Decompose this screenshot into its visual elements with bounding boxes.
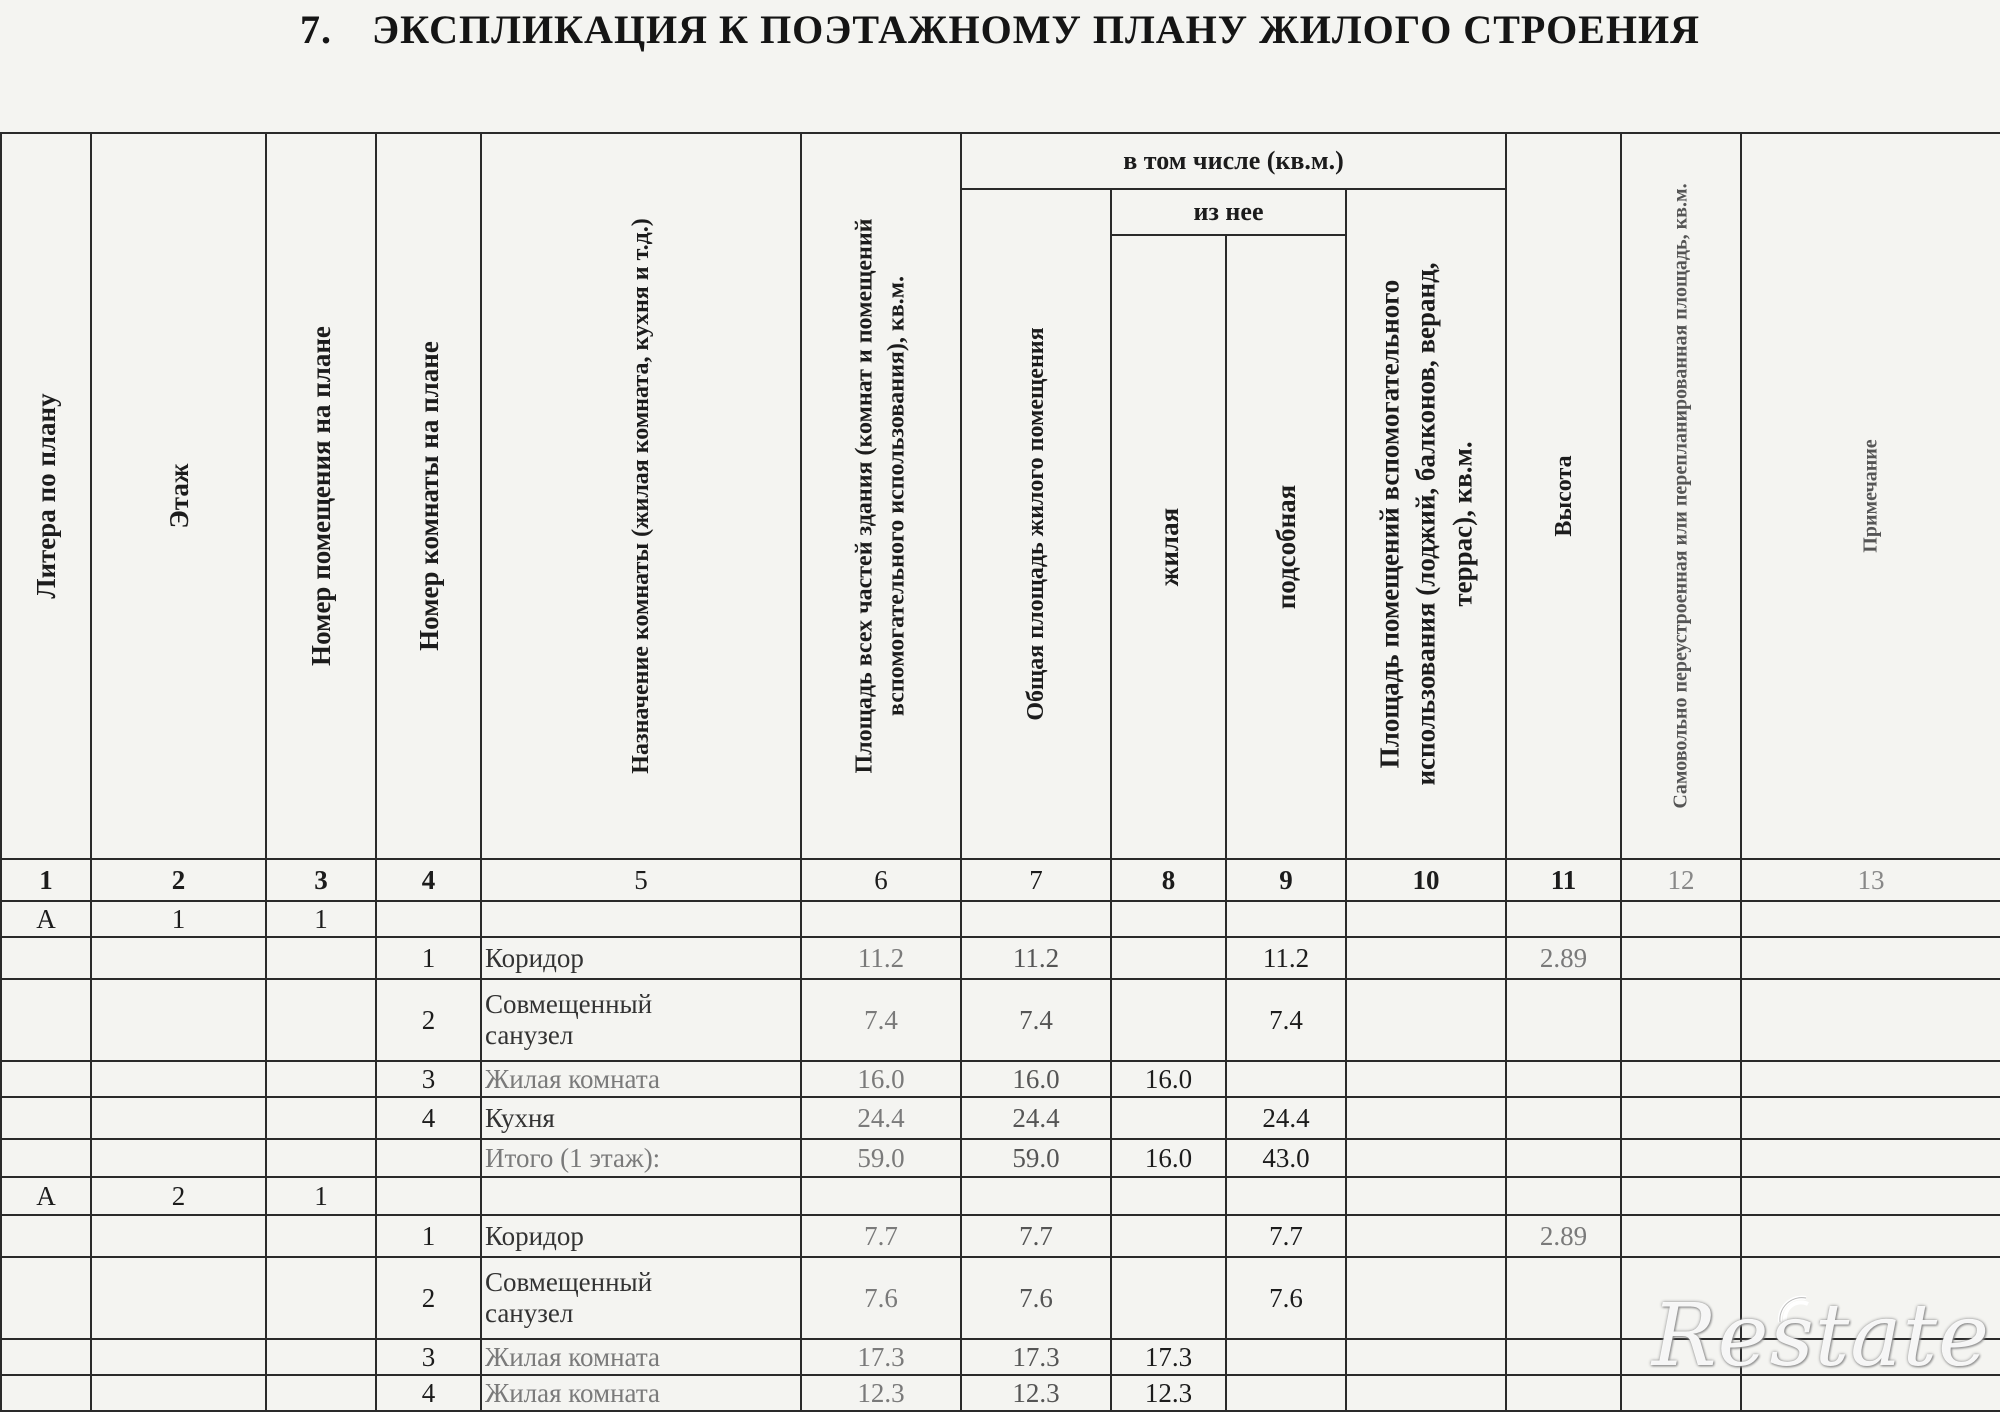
column-number: 9 [1226, 859, 1346, 901]
cell-aux [1226, 1375, 1346, 1411]
header-of-which: из нее [1111, 189, 1346, 235]
cell-common: 11.2 [961, 937, 1111, 979]
cell-premise [266, 1215, 376, 1257]
column-number: 6 [801, 859, 961, 901]
cell-balcony [1346, 1339, 1506, 1375]
cell-litera: А [1, 1177, 91, 1215]
column-number: 3 [266, 859, 376, 901]
cell-common: 7.6 [961, 1257, 1111, 1339]
cell-litera [1, 1097, 91, 1139]
cell-unauthorized [1621, 979, 1741, 1061]
header-premise-number: Номер помещения на плане [266, 133, 376, 859]
cell-room: 1 [376, 937, 481, 979]
cell-name: Коридор [481, 937, 801, 979]
cell-floor [91, 1097, 266, 1139]
cell-aux [1226, 901, 1346, 937]
column-number: 2 [91, 859, 266, 901]
cell-room [376, 1139, 481, 1177]
table-row [1, 901, 2000, 937]
cell-height [1506, 901, 1621, 937]
header-living: жилая [1111, 235, 1226, 859]
cell-living [1111, 937, 1226, 979]
column-number: 8 [1111, 859, 1226, 901]
cell-unauthorized [1621, 1177, 1741, 1215]
cell-room: 2 [376, 979, 481, 1061]
cell-room [376, 901, 481, 937]
cell-height: 2.89 [1506, 937, 1621, 979]
cell-litera [1, 1061, 91, 1097]
cell-balcony [1346, 1061, 1506, 1097]
column-number: 12 [1621, 859, 1741, 901]
cell-premise [266, 937, 376, 979]
cell-total-area: 16.0 [801, 1061, 961, 1097]
cell-premise [266, 979, 376, 1061]
cell-room: 2 [376, 1257, 481, 1339]
cell-floor [91, 937, 266, 979]
cell-aux: 11.2 [1226, 937, 1346, 979]
cell-litera [1, 979, 91, 1061]
cell-floor [91, 1139, 266, 1177]
cell-name [481, 901, 801, 937]
cell-floor: 1 [91, 901, 266, 937]
header-litera: Литера по плану [1, 133, 91, 859]
cell-aux: 7.6 [1226, 1257, 1346, 1339]
cell-premise [266, 1257, 376, 1339]
column-number: 10 [1346, 859, 1506, 901]
cell-aux: 7.7 [1226, 1215, 1346, 1257]
cell-unauthorized [1621, 1061, 1741, 1097]
cell-floor [91, 1375, 266, 1411]
cell-premise [266, 1375, 376, 1411]
cell-floor [91, 1215, 266, 1257]
cell-living [1111, 979, 1226, 1061]
cell-floor [91, 979, 266, 1061]
header-room-number: Номер комнаты на плане [376, 133, 481, 859]
column-numbers-row [1, 859, 2000, 901]
cell-living [1111, 901, 1226, 937]
cell-living: 16.0 [1111, 1061, 1226, 1097]
cell-aux [1226, 1177, 1346, 1215]
cell-height [1506, 979, 1621, 1061]
header-unauthorized-area: Самовольно переустроенная или перепланированная площадь, кв.м. [1621, 133, 1741, 859]
header-common-area: Общая площадь жилого помещения [961, 189, 1111, 859]
cell-note [1741, 901, 2000, 937]
cell-note [1741, 1215, 2000, 1257]
header-note: Примечание [1741, 133, 2000, 859]
cell-aux: 43.0 [1226, 1139, 1346, 1177]
cell-height [1506, 1139, 1621, 1177]
cell-common [961, 1177, 1111, 1215]
title-text: ЭКСПЛИКАЦИЯ К ПОЭТАЖНОМУ ПЛАНУ ЖИЛОГО СТРОЕНИЯ [372, 7, 1700, 52]
cell-premise [266, 1097, 376, 1139]
cell-balcony [1346, 1139, 1506, 1177]
cell-unauthorized [1621, 1097, 1741, 1139]
cell-name: Совмещенный санузел [481, 1257, 801, 1339]
cell-litera [1, 1257, 91, 1339]
cell-total-area: 12.3 [801, 1375, 961, 1411]
cell-living [1111, 1257, 1226, 1339]
table-row [1, 979, 2000, 1061]
cell-unauthorized [1621, 901, 1741, 937]
cell-balcony [1346, 901, 1506, 937]
cell-note [1741, 937, 2000, 979]
table-row [1, 937, 2000, 979]
cell-balcony [1346, 1097, 1506, 1139]
cell-common: 7.4 [961, 979, 1111, 1061]
cell-litera [1, 1139, 91, 1177]
cell-note [1741, 1061, 2000, 1097]
cell-common: 17.3 [961, 1339, 1111, 1375]
cell-living: 16.0 [1111, 1139, 1226, 1177]
explication-table [0, 132, 2000, 1412]
cell-premise: 1 [266, 1177, 376, 1215]
cell-common: 12.3 [961, 1375, 1111, 1411]
cell-balcony [1346, 1257, 1506, 1339]
header-total-area: Площадь всех частей здания (комнат и помещений вспомогательного использования), кв.м. [801, 133, 961, 859]
cell-balcony [1346, 1215, 1506, 1257]
cell-total-area: 24.4 [801, 1097, 961, 1139]
cell-common: 7.7 [961, 1215, 1111, 1257]
cell-name: Итого (1 этаж): [481, 1139, 801, 1177]
header-auxiliary-area: Площадь помещений вспомогательного использования (лоджий, балконов, веранд, террас), кв.м. [1346, 189, 1506, 859]
cell-aux [1226, 1061, 1346, 1097]
cell-name: Жилая комната [481, 1061, 801, 1097]
cell-premise [266, 1339, 376, 1375]
cell-floor [91, 1339, 266, 1375]
column-number: 1 [1, 859, 91, 901]
cell-room: 4 [376, 1097, 481, 1139]
cell-living [1111, 1097, 1226, 1139]
cell-floor [91, 1061, 266, 1097]
cell-litera [1, 1375, 91, 1411]
cell-litera [1, 937, 91, 979]
section-number: 7. [300, 7, 332, 52]
cell-unauthorized [1621, 1215, 1741, 1257]
table-row-subtotal [1, 1139, 2000, 1177]
cell-litera [1, 1215, 91, 1257]
table-row [1, 1061, 2000, 1097]
table-row [1, 1215, 2000, 1257]
cell-living [1111, 1215, 1226, 1257]
cell-balcony [1346, 1375, 1506, 1411]
cell-total-area: 7.4 [801, 979, 961, 1061]
cell-note [1741, 1177, 2000, 1215]
column-number: 4 [376, 859, 481, 901]
cell-premise [266, 1139, 376, 1177]
cell-name [481, 1177, 801, 1215]
cell-aux [1226, 1339, 1346, 1375]
column-number: 11 [1506, 859, 1621, 901]
column-number: 13 [1741, 859, 2000, 901]
cell-room: 4 [376, 1375, 481, 1411]
header-floor: Этаж [91, 133, 266, 859]
cell-litera: А [1, 901, 91, 937]
cell-height [1506, 1061, 1621, 1097]
cell-height: 2.89 [1506, 1215, 1621, 1257]
cell-total-area: 7.7 [801, 1215, 961, 1257]
cell-living [1111, 1177, 1226, 1215]
cell-aux: 24.4 [1226, 1097, 1346, 1139]
watermark-logo: Restate [1651, 1286, 1990, 1386]
cell-name: Кухня [481, 1097, 801, 1139]
cell-litera [1, 1339, 91, 1375]
cell-height [1506, 1177, 1621, 1215]
cell-room: 1 [376, 1215, 481, 1257]
cell-premise: 1 [266, 901, 376, 937]
cell-height [1506, 1257, 1621, 1339]
cell-name: Коридор [481, 1215, 801, 1257]
cell-total-area [801, 1177, 961, 1215]
column-number: 7 [961, 859, 1111, 901]
cell-total-area: 7.6 [801, 1257, 961, 1339]
document-title [0, 6, 2000, 53]
cell-note [1741, 1097, 2000, 1139]
cell-room: 3 [376, 1339, 481, 1375]
header-room-purpose: Назначение комнаты (жилая комната, кухня и т.д.) [481, 133, 801, 859]
cell-balcony [1346, 937, 1506, 979]
column-number: 5 [481, 859, 801, 901]
cell-name: Жилая комната [481, 1375, 801, 1411]
cell-total-area [801, 901, 961, 937]
header-including-group: в том числе (кв.м.) [961, 133, 1506, 189]
cell-common [961, 901, 1111, 937]
cell-common: 24.4 [961, 1097, 1111, 1139]
cell-total-area: 11.2 [801, 937, 961, 979]
cell-living: 12.3 [1111, 1375, 1226, 1411]
cell-total-area: 59.0 [801, 1139, 961, 1177]
cell-common: 59.0 [961, 1139, 1111, 1177]
cell-premise [266, 1061, 376, 1097]
cell-height [1506, 1375, 1621, 1411]
cell-unauthorized [1621, 1139, 1741, 1177]
cell-balcony [1346, 1177, 1506, 1215]
cell-unauthorized [1621, 937, 1741, 979]
cell-room [376, 1177, 481, 1215]
cell-note [1741, 1139, 2000, 1177]
cell-height [1506, 1339, 1621, 1375]
header-utility: подсобная [1226, 235, 1346, 859]
cell-floor: 2 [91, 1177, 266, 1215]
cell-name: Жилая комната [481, 1339, 801, 1375]
cell-living: 17.3 [1111, 1339, 1226, 1375]
cell-room: 3 [376, 1061, 481, 1097]
cell-balcony [1346, 979, 1506, 1061]
header-height: Высота [1506, 133, 1621, 859]
cell-name: Совмещенный санузел [481, 979, 801, 1061]
table-row [1, 1177, 2000, 1215]
cell-aux: 7.4 [1226, 979, 1346, 1061]
cell-total-area: 17.3 [801, 1339, 961, 1375]
cell-floor [91, 1257, 266, 1339]
cell-common: 16.0 [961, 1061, 1111, 1097]
table-row [1, 1097, 2000, 1139]
cell-height [1506, 1097, 1621, 1139]
cell-note [1741, 979, 2000, 1061]
